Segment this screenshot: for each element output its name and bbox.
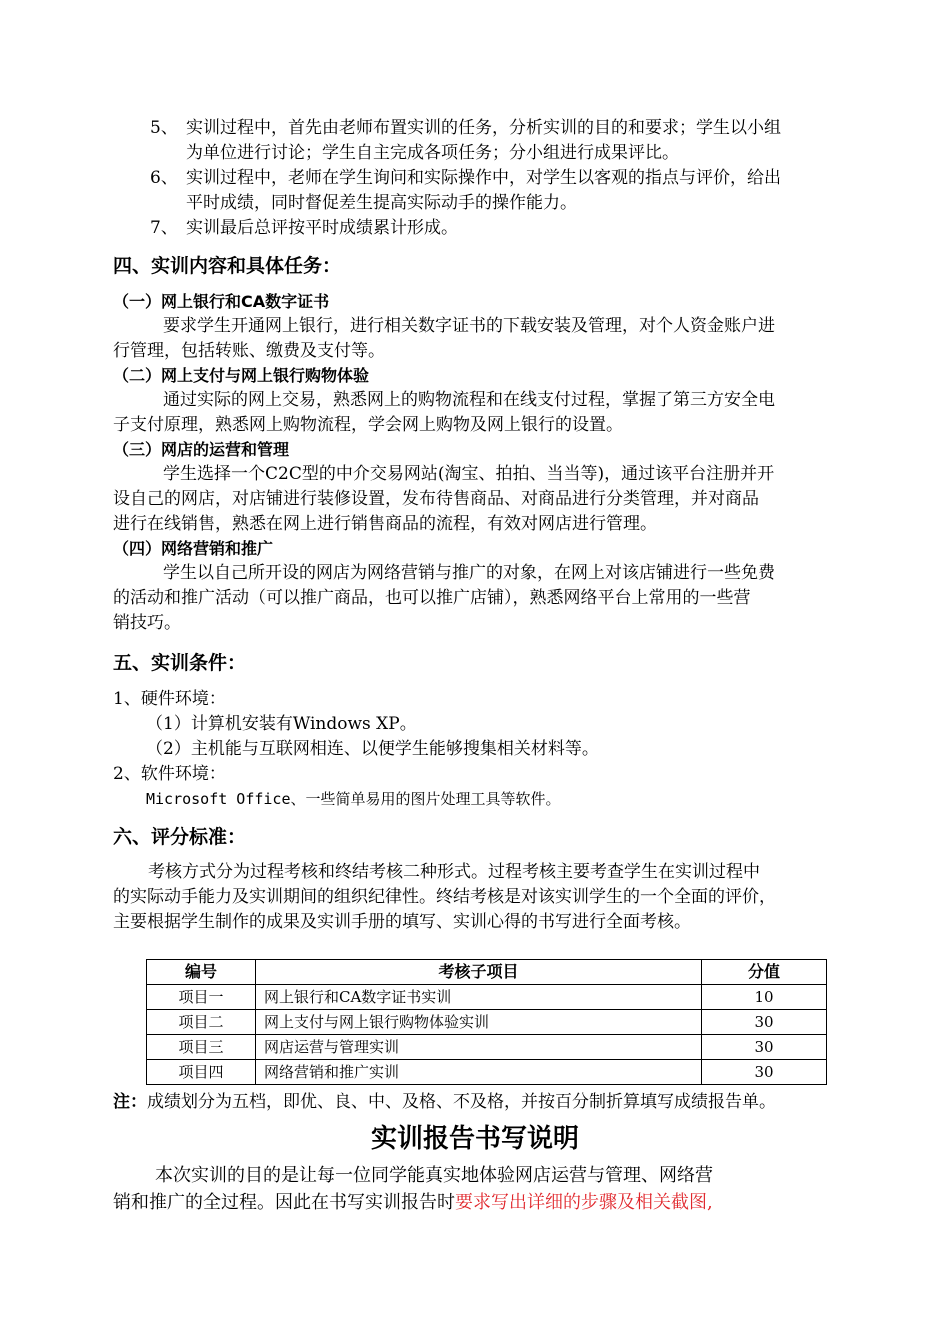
report-title: 实训报告书写说明: [370, 1124, 579, 1154]
paragraph-2-line-1: 通过实际的网上交易，熟悉网上的购物流程和在线支付过程，掌握了第三方安全电: [163, 390, 775, 410]
cell-score: 10: [702, 985, 827, 1010]
table-row: [147, 985, 827, 1010]
hardware-label: 1、硬件环境：: [113, 689, 226, 709]
cell-score: 30: [702, 1010, 827, 1035]
cell-id: 项目一: [147, 985, 256, 1010]
software-text: Microsoft Office、一些简单易用的图片处理工具等软件。: [146, 790, 561, 808]
section-heading-5: 五、实训条件：: [113, 652, 247, 674]
list-item-5-cont: 为单位进行讨论；学生自主完成各项任务；分小组进行成果评比。: [186, 143, 679, 163]
hardware-item-2: （2）主机能与互联网相连、以便学生能够搜集相关材料等。: [146, 739, 599, 759]
paragraph-3-line-1: 学生选择一个C2C型的中介交易网站(淘宝、拍拍、当当等)，通过该平台注册并开: [163, 464, 775, 484]
paragraph-1-line-2: 行管理，包括转账、缴费及支付等。: [113, 341, 385, 361]
table-row: [147, 1035, 827, 1060]
cell-id: 项目三: [147, 1035, 256, 1060]
hardware-item-1: （1）计算机安装有Windows XP。: [146, 714, 417, 734]
cell-score: 30: [702, 1060, 827, 1085]
subheading-1: （一）网上银行和CA数字证书: [113, 292, 330, 311]
cell-item: 网上支付与网上银行购物体验实训: [256, 1010, 702, 1035]
list-item-7: 7、 实训最后总评按平时成绩累计形成。: [150, 218, 458, 238]
highlighted-requirement: 要求写出详细的步骤及相关截图,: [455, 1192, 713, 1213]
header-score: 分值: [702, 960, 827, 985]
list-item-6-cont: 平时成绩，同时督促差生提高实际动手的操作能力。: [186, 193, 577, 213]
software-label: 2、软件环境：: [113, 764, 226, 784]
note-label: 注：: [113, 1092, 147, 1112]
cell-id: 项目二: [147, 1010, 256, 1035]
grading-note: [113, 1090, 776, 1114]
header-id: 编号: [147, 960, 256, 985]
cell-id: 项目四: [147, 1060, 256, 1085]
table-row: [147, 1060, 827, 1085]
paragraph-3-line-3: 进行在线销售，熟悉在网上进行销售商品的流程，有效对网店进行管理。: [113, 514, 657, 534]
section-heading-6: 六、评分标准：: [113, 826, 247, 848]
grading-line-1: 考核方式分为过程考核和终结考核二种形式。过程考核主要考查学生在实训过程中: [148, 862, 760, 882]
report-line-2: 销和推广的全过程。因此在书写实训报告时要求写出详细的步骤及相关截图,: [113, 1192, 713, 1213]
table-header-row: [147, 960, 827, 985]
score-table: [146, 959, 827, 1085]
subheading-2: （二）网上支付与网上银行购物体验: [113, 366, 370, 385]
paragraph-1-line-1: 要求学生开通网上银行，进行相关数字证书的下载安装及管理，对个人资金账户进: [163, 316, 775, 336]
grading-line-3: 主要根据学生制作的成果及实训手册的填写、实训心得的书写进行全面考核。: [113, 912, 691, 932]
note-text: 成绩划分为五档，即优、良、中、及格、不及格，并按百分制折算填写成绩报告单。: [147, 1092, 776, 1112]
section-heading-4: 四、实训内容和具体任务：: [113, 255, 342, 277]
grading-line-2: 的实际动手能力及实训期间的组织纪律性。终结考核是对该实训学生的一个全面的评价，: [113, 887, 776, 907]
subheading-4: （四）网络营销和推广: [113, 539, 274, 558]
cell-item: 网店运营与管理实训: [256, 1035, 702, 1060]
cell-score: 30: [702, 1035, 827, 1060]
report-line-1: 本次实训的目的是让每一位同学能真实地体验网店运营与管理、网络营: [155, 1165, 713, 1186]
paragraph-4-line-1: 学生以自己所开设的网店为网络营销与推广的对象，在网上对该店铺进行一些免费: [163, 563, 775, 583]
paragraph-2-line-2: 子支付原理，熟悉网上购物流程，学会网上购物及网上银行的设置。: [113, 415, 623, 435]
header-item: 考核子项目: [256, 960, 702, 985]
paragraph-3-line-2: 设自己的网店，对店铺进行装修设置，发布待售商品、对商品进行分类管理，并对商品: [113, 489, 759, 509]
cell-item: 网络营销和推广实训: [256, 1060, 702, 1085]
cell-item: 网上银行和CA数字证书实训: [256, 985, 702, 1010]
list-item-6: 6、 实训过程中，老师在学生询问和实际操作中，对学生以客观的指点与评价，给出: [150, 168, 781, 188]
table-row: [147, 1010, 827, 1035]
list-item-5: 5、 实训过程中，首先由老师布置实训的任务，分析实训的目的和要求；学生以小组: [150, 118, 781, 138]
paragraph-4-line-3: 销技巧。: [113, 613, 181, 633]
paragraph-4-line-2: 的活动和推广活动（可以推广商品，也可以推广店铺），熟悉网络平台上常用的一些营: [113, 588, 751, 608]
subheading-3: （三）网店的运营和管理: [113, 440, 290, 459]
